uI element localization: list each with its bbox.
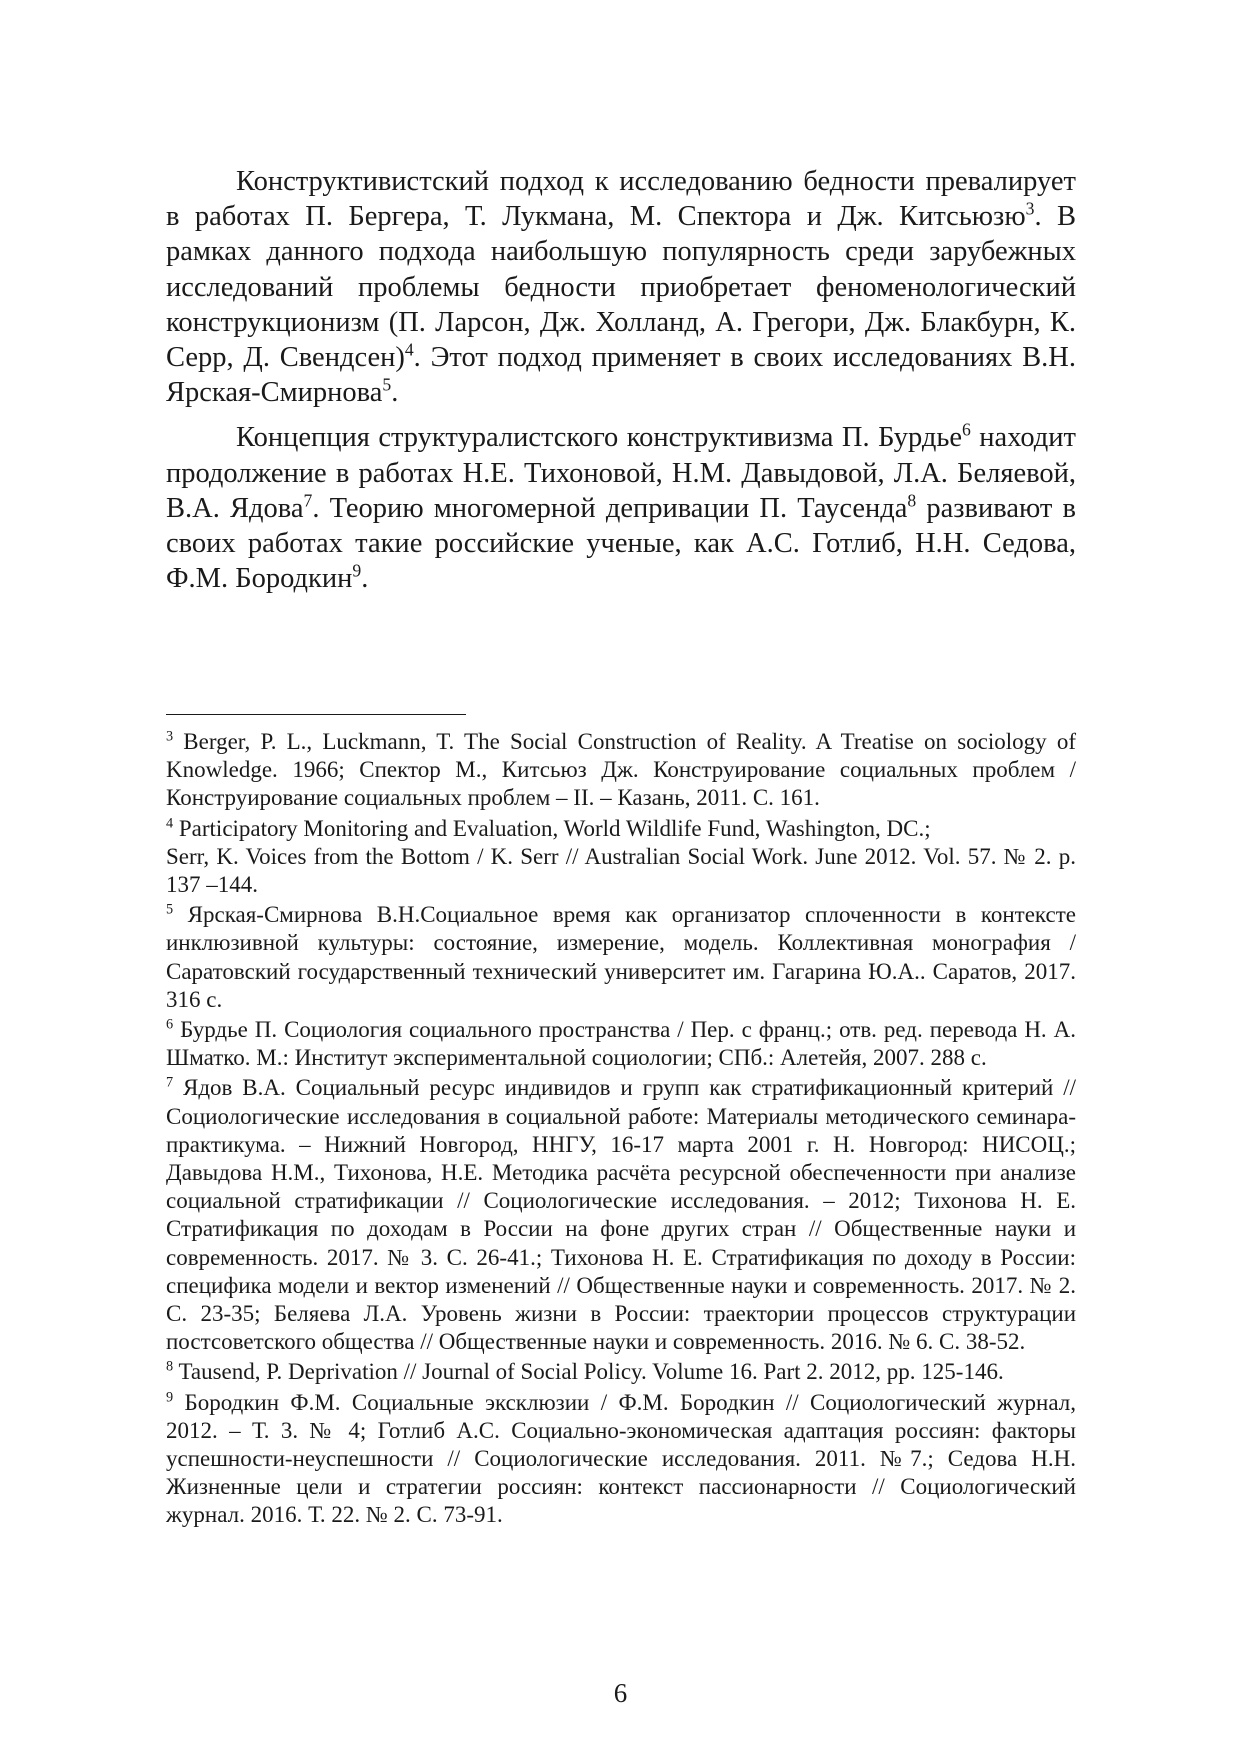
footnote-first-line [166, 815, 1076, 843]
footnote-number: 4 [166, 814, 174, 831]
footnote-text: Tausend, P. Deprivation // Journal of Social Policy. Volume 16. Part 2. 2012, pp. 125-146. [173, 1359, 1004, 1385]
paragraph-text: находит продолжение в работах Н.Е. Тихоновой, Н.М. Давыдовой, Л.А. Беляевой, В.А. Ядова [166, 422, 1077, 524]
footnote-4 [166, 815, 1076, 900]
footnote-ref: 8 [907, 490, 917, 511]
paragraph-2 [166, 420, 1076, 596]
footnote-3 [166, 728, 1076, 813]
footnote-number: 8 [166, 1358, 174, 1375]
footnote-6 [166, 1016, 1076, 1072]
footnote-ref: 7 [303, 490, 313, 511]
paragraph-text: Концепция структуралистского конструктивизма П. Бурдье [236, 422, 963, 454]
paragraph-text: . В рамках данного подхода наибольшую популярность среди зарубежных исследований проблемы бедности приобретает феноменологический конструкционизм (П. Ларсон, Дж. Холланд, А. Грегори, Дж. Блакбурн, К. Серр, Д. Свендсен) [166, 201, 1076, 374]
page-number: 6 [613, 1678, 628, 1708]
main-text [166, 164, 1076, 596]
footnote-ref: 3 [1025, 198, 1035, 219]
paragraph-text: . [391, 377, 399, 409]
footnote-text: Berger, P. L., Luckmann, T. The Social Construction of Reality. A Treatise on sociology of Knowledge. 1966; Спектор М., Китсьюз Дж. Конструирование социальных проблем / Конструирование социальных проблем – II. – Казань, 2011. С. 161. [166, 729, 1076, 811]
paragraph-text: . Этот подход применяет в своих исследованиях В.Н. Ярская-Смирнова [166, 342, 1076, 409]
paragraph-text: . Теорию многомерной депривации П. Таусенда [312, 492, 908, 524]
footnote-ref: 6 [962, 419, 971, 440]
footnote-ref: 5 [382, 374, 392, 395]
footnote-number: 5 [166, 901, 174, 918]
footnote-number: 3 [166, 728, 174, 745]
footnote-text: Бородкин Ф.М. Социальные эксклюзии / Ф.М. Бородкин // Социологический журнал, 2012. – Т. 3. № 4; Готлиб А.С. Социально-экономическая адаптация россиян: факторы успешности-неуспешности // Социологические исследования. 2011. №7.; Седова Н.Н. Жизненные цели и стратегии россиян: контекст пассионарности // Социологический журнал. 2016. Т. 22. № 2. С. 73-91. [166, 1389, 1076, 1528]
footnotes [166, 728, 1076, 1532]
footnote-8 [166, 1358, 1076, 1386]
footnote-9 [166, 1389, 1076, 1530]
footnote-number: 9 [166, 1389, 174, 1406]
paragraph-text: развивают в своих работах такие российские ученые, как А.С. Готлиб, Н.Н. Седова, Ф.М. Бородкин [166, 492, 1076, 595]
footnote-text: Ядов В.А. Социальный ресурс индивидов и групп как стратификационный критерий // Социологические исследования в социальной работе: Материалы методического семинара-практикума. – Нижний Новгород, ННГУ, 16-17 марта 2001 г. Н. Новгород: НИСОЦ.; Давыдова Н.М., Тихонова, Н.Е. Методика расчёта ресурсной обеспеченности при анализе социальной стратификации // Социологические исследования. – 2012; Тихонова Н. Е. Стратификация по доходам в России на фоне других стран // Общественные науки и современность. 2017. № 3. С. 26-41.; Тихонова Н. Е. Стратификация по доходу в России: специфика модели и вектор изменений // Общественные науки и современность. 2017. № 2. С. 23-35; Беляева Л.А. Уровень жизни в России: траектории процессов структурации постсоветского общества // Общественные науки и современность. 2016. № 6. С. 38-52. [166, 1075, 1076, 1355]
paragraph-text: Конструктивистский подход к исследованию бедности превалирует в работах П. Бергера, Т. Лукмана, М. Спектора и Дж. Китсьюзю [166, 166, 1076, 233]
footnote-text: Serr, K. Voices from the Bottom / K. Serr // Australian Social Work. June 2012. Vol. 57. № 2. p. 137 –144. [166, 843, 1076, 898]
footnote-text: Participatory Monitoring and Evaluation, World Wildlife Fund, Washington, DC.; [173, 815, 931, 841]
footnote-separator [166, 714, 466, 715]
footnote-number: 6 [166, 1016, 174, 1033]
footnote-number: 7 [166, 1074, 174, 1091]
footnote-ref: 4 [404, 339, 414, 360]
paragraph-1 [166, 164, 1076, 410]
footnote-7 [166, 1074, 1076, 1356]
footnote-text: Ярская-Смирнова В.Н.Социальное время как организатор сплоченности в контексте инклюзивной культуры: состояние, измерение, модель. Коллективная монография / Саратовский государственный технический университет им. Гагарина Ю.А.. Саратов, 2017. 316 с. [166, 902, 1076, 1012]
footnote-5 [166, 901, 1076, 1014]
footnote-ref: 9 [352, 560, 362, 581]
footnote-text: Бурдье П. Социология социального пространства / Пер. с франц.; отв. ред. перевода Н. А. Шматко. М.: Институт экспериментальной социологии; СПб.: Алетейя, 2007. 288 с. [166, 1017, 1076, 1071]
paragraph-text: . [361, 563, 369, 595]
